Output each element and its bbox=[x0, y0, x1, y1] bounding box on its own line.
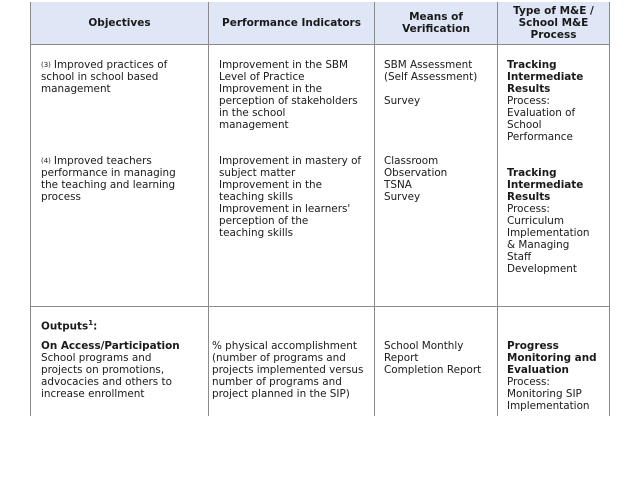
header-performance-indicators: Performance Indicators bbox=[222, 17, 361, 29]
header-me-type: Type of M&E / School M&E Process bbox=[513, 5, 594, 41]
column-divider bbox=[374, 2, 375, 416]
column-divider bbox=[208, 2, 209, 416]
access-participation-heading: On Access/Participation bbox=[41, 340, 180, 352]
me-table bbox=[30, 2, 610, 416]
me-type-4-title: Tracking Intermediate Results bbox=[507, 167, 584, 203]
output-me-type-process: Process: Monitoring SIP Implementation bbox=[507, 376, 590, 412]
outputs-label bbox=[41, 317, 206, 332]
header-objectives: Objectives bbox=[88, 17, 151, 29]
row-divider bbox=[31, 306, 609, 307]
indicators-3: Improvement in the SBM Level of Practice Improvement in the perception of stakeholders in the school management bbox=[219, 59, 358, 131]
output-means: School Monthly Report Completion Report bbox=[384, 340, 482, 376]
me-type-3-process: Process: Evaluation of School Performance bbox=[507, 95, 576, 143]
outputs-colon: : bbox=[93, 320, 98, 333]
objective-text: Improved teachers performance in managing the teaching and learning process bbox=[41, 155, 176, 203]
header-divider bbox=[31, 44, 609, 45]
output-indicators: % physical accomplishment (number of programs and projects implemented versus number of programs and project planned in the SIP) bbox=[212, 340, 364, 400]
indicators-4: Improvement in mastery of subject matter Improvement in the teaching skills Improvement in learners' perception of the teaching skills bbox=[219, 155, 362, 239]
me-type-3-title: Tracking Intermediate Results bbox=[507, 59, 584, 95]
output-objective: School programs and projects on promotions, advocacies and others to increase enrollment bbox=[41, 352, 172, 400]
header-means-of-verification: Means of Verification bbox=[402, 11, 470, 35]
column-divider bbox=[497, 2, 498, 416]
objective-number: (3) bbox=[41, 61, 51, 69]
means-3: SBM Assessment (Self Assessment) Survey bbox=[384, 59, 478, 107]
objective-3 bbox=[41, 59, 206, 95]
objective-text: Improved practices of school in school based management bbox=[41, 59, 168, 95]
outputs-footnote-mark: 1 bbox=[88, 319, 94, 327]
means-4: Classroom Observation TSNA Survey bbox=[384, 155, 448, 203]
objective-number: (4) bbox=[41, 157, 51, 165]
objective-4 bbox=[41, 155, 206, 203]
outputs-text: Outputs bbox=[41, 320, 89, 333]
output-me-type-title: Progress Monitoring and Evaluation bbox=[507, 340, 597, 376]
me-type-4-process: Process: Curriculum Implementation & Managing Staff Development bbox=[507, 203, 590, 275]
